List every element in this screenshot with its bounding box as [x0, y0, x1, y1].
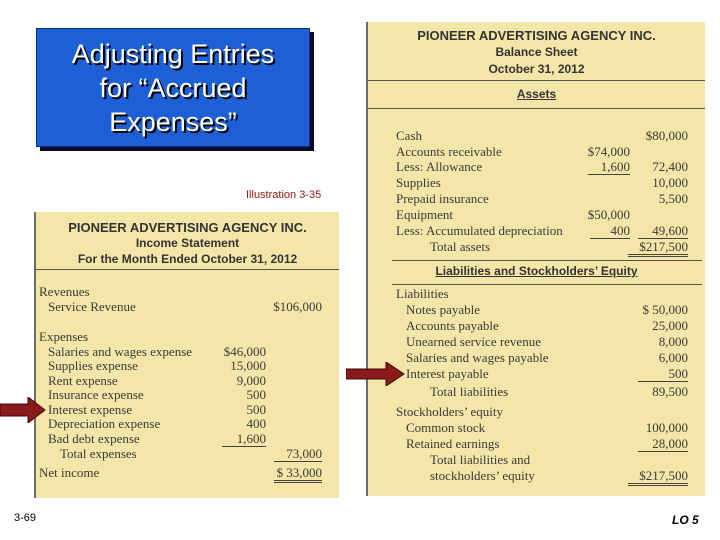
- bs-divider: [368, 80, 705, 81]
- is-net-income-value: $ 33,000: [274, 465, 322, 483]
- balance-sheet: [366, 22, 705, 496]
- bs-allowance-label: Less: Allowance: [396, 159, 483, 174]
- bs-liability-label: Notes payable: [406, 302, 481, 317]
- bs-liab-heading: Liabilities and Stockholders’ Equity: [435, 264, 638, 278]
- bs-date: October 31, 2012: [488, 62, 585, 76]
- is-divider: [36, 269, 339, 270]
- is-service-revenue-label: Service Revenue: [48, 299, 136, 314]
- is-expense-label: Bad debt expense: [48, 431, 140, 446]
- bs-prepaid-value: 5,500: [658, 191, 688, 206]
- is-expense-value: 1,600: [222, 431, 266, 447]
- bs-ar-net-value: 72,400: [652, 159, 688, 174]
- bs-ar-label: Accounts receivable: [396, 144, 502, 159]
- is-total-expenses-label: Total expenses: [60, 446, 137, 461]
- bs-equipment-net-value: 49,600: [638, 223, 688, 239]
- is-company: PIONEER ADVERTISING AGENCY INC.: [68, 220, 307, 235]
- bs-supplies-value: 10,000: [652, 175, 688, 190]
- bs-liability-value: 6,000: [658, 350, 688, 365]
- bs-liability-value: 25,000: [652, 318, 688, 333]
- bs-liabilities-label: Liabilities: [396, 286, 449, 301]
- is-total-expenses-value: 73,000: [274, 446, 322, 462]
- is-expense-value: 15,000: [230, 358, 266, 373]
- bs-total-le-label-2: stockholders’ equity: [430, 468, 535, 483]
- bs-total-le-label-1: Total liabilities and: [430, 452, 531, 467]
- bs-accum-label: Less: Accumulated depreciation: [396, 223, 563, 238]
- is-service-revenue-value: $106,000: [273, 299, 322, 314]
- bs-ar-value: $74,000: [587, 144, 630, 159]
- lo-label: LO 5: [672, 513, 699, 527]
- bs-equipment-label: Equipment: [396, 207, 454, 222]
- is-expense-label: Rent expense: [48, 373, 118, 388]
- is-expense-value: 400: [246, 416, 266, 431]
- bs-assets-heading: Assets: [516, 87, 557, 101]
- bs-cash-label: Cash: [396, 128, 422, 143]
- arrow-interest-expense-icon: [0, 397, 46, 423]
- slide-title: Adjusting Entries for “Accrued Expenses”: [71, 38, 275, 137]
- bs-total-liabilities-value: 89,500: [652, 384, 688, 399]
- is-expense-label: Supplies expense: [48, 358, 138, 373]
- is-period: For the Month Ended October 31, 2012: [77, 252, 298, 266]
- bs-equity-label: Stockholders’ equity: [396, 404, 503, 419]
- bs-retained-value: 28,000: [638, 436, 688, 452]
- arrow-interest-payable-icon: [346, 362, 406, 386]
- is-net-income-label: Net income: [39, 465, 100, 480]
- illustration-label: Illustration 3-35: [246, 189, 322, 201]
- bs-company: PIONEER ADVERTISING AGENCY INC.: [417, 28, 656, 43]
- bs-allowance-value: 1,600: [588, 159, 630, 175]
- bs-total-assets-label: Total assets: [430, 239, 491, 254]
- page-number: 3-69: [14, 512, 37, 524]
- bs-liability-label-interest: Interest payable: [406, 366, 489, 381]
- is-expense-label: Depreciation expense: [48, 416, 161, 431]
- is-expense-value: $46,000: [223, 344, 266, 359]
- bs-liability-label: Salaries and wages payable: [406, 350, 549, 365]
- is-expenses-label: Expenses: [39, 329, 89, 344]
- bs-retained-label: Retained earnings: [406, 436, 500, 451]
- bs-total-assets-value: $217,500: [628, 239, 688, 257]
- is-expense-value-interest: 500: [246, 402, 266, 417]
- bs-total-le-value: $217,500: [628, 468, 688, 486]
- is-expense-label: Insurance expense: [48, 387, 144, 402]
- is-statement: Income Statement: [135, 236, 240, 250]
- bs-divider: [392, 260, 702, 261]
- bs-statement: Balance Sheet: [495, 45, 578, 59]
- is-expense-value: 9,000: [236, 373, 266, 388]
- bs-cash-value: $80,000: [645, 128, 688, 143]
- is-expense-value: 500: [246, 387, 266, 402]
- bs-common-stock-value: 100,000: [645, 420, 688, 435]
- bs-equipment-value: $50,000: [587, 207, 630, 222]
- bs-liability-label: Unearned service revenue: [406, 334, 541, 349]
- income-statement: [34, 212, 339, 498]
- bs-liability-value: 8,000: [658, 334, 688, 349]
- bs-divider: [368, 108, 705, 109]
- bs-liability-value-interest: 500: [638, 366, 688, 382]
- is-expense-label-interest: Interest expense: [48, 402, 133, 417]
- bs-prepaid-label: Prepaid insurance: [396, 191, 489, 206]
- bs-common-stock-label: Common stock: [406, 420, 486, 435]
- is-revenues-label: Revenues: [39, 284, 90, 299]
- bs-liability-label: Accounts payable: [406, 318, 499, 333]
- bs-total-liabilities-label: Total liabilities: [430, 384, 509, 399]
- bs-liability-value: $ 50,000: [642, 302, 688, 317]
- slide-title-box: [36, 28, 310, 147]
- bs-divider: [392, 284, 702, 285]
- bs-supplies-label: Supplies: [396, 175, 441, 190]
- is-expense-label: Salaries and wages expense: [48, 344, 193, 359]
- bs-accum-value: 400: [590, 223, 630, 239]
